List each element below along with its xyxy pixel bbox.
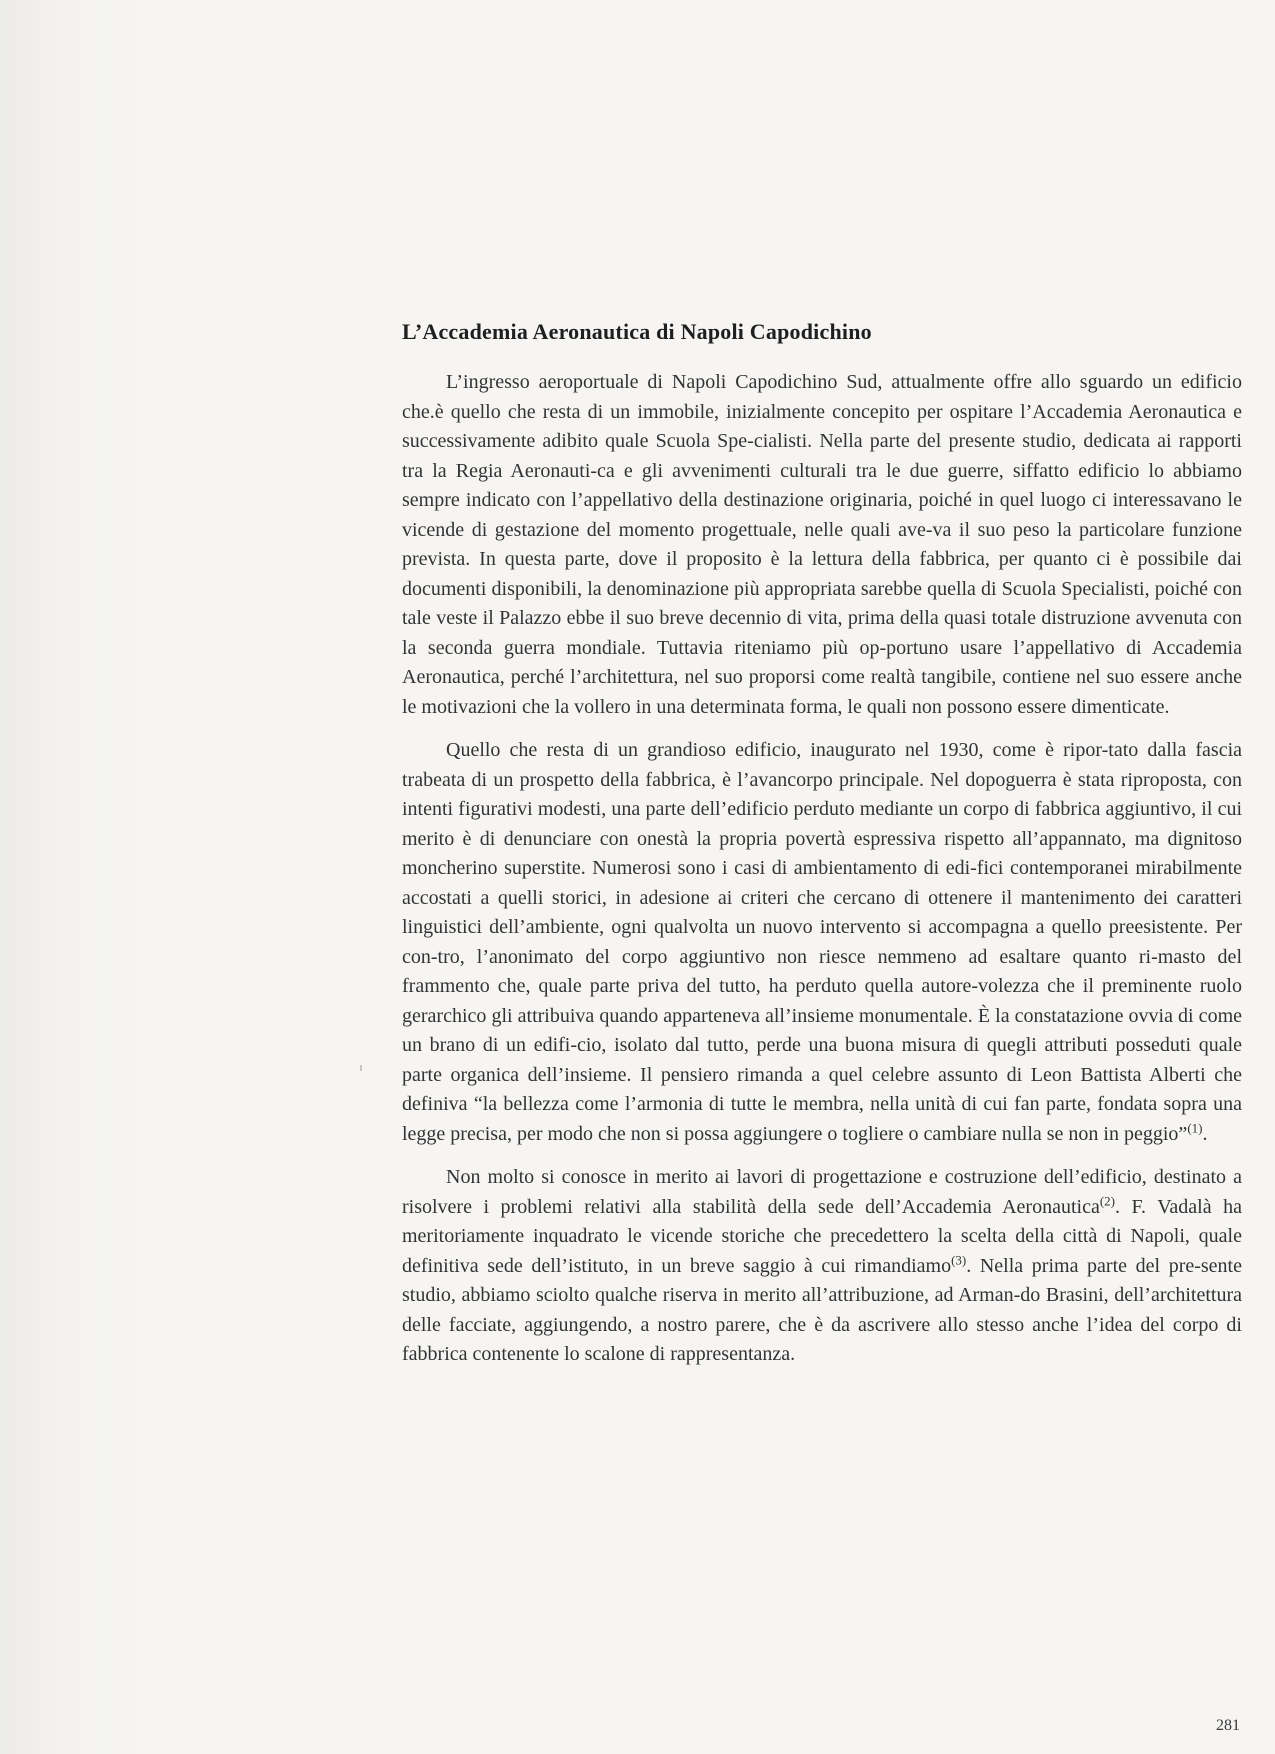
footnote-ref-1[interactable]: (1) bbox=[1187, 1119, 1203, 1135]
paragraph-3-text-a: Non molto si conosce in merito ai lavori di progettazione e costruzione dell’edificio, destinato a risolvere i problemi relativi alla stabilità della sede dell’Accademia Aeronautica bbox=[402, 1166, 1242, 1218]
paragraph-2 bbox=[402, 736, 1242, 1149]
footnote-ref-3[interactable]: (3) bbox=[951, 1251, 967, 1267]
paragraph-2-text: Quello che resta di un grandioso edificio, inaugurato nel 1930, come è ripor-tato dalla fascia trabeata di un prospetto della fabbrica, è l’avancorpo principale. Nel dopoguerra è stata riproposta, con intenti figurativi modesti, una parte dell’edificio perduto mediante un corpo di fabbrica aggiuntivo, il cui merito è di denunciare con onestà la propria povertà espressiva rispetto all’appannato, ma dignitoso moncherino superstite. Numerosi sono i casi di ambientamento di edi-fici contemporanei mirabilmente accostati a quelli storici, in adesione ai criteri che cercano di ottenere il mantenimento dei caratteri linguistici dell’ambiente, ogni qualvolta un nuovo intervento si accompagna a quello preesistente. Per con-tro, l’anonimato del corpo aggiuntivo non riesce nemmeno ad esaltare quanto ri-masto del frammento che, quale parte priva del tutto, ha perduto quella autore-volezza che il preminente ruolo gerarchico gli attribuiva quando apparteneva all’insieme monumentale. È la constatazione ovvia di come un brano di un edifi-cio, isolato dal tutto, perde una buona misura di quegli attributi posseduti quale parte organica dell’insieme. Il pensiero rimanda a quel celebre assunto di Leon Battista Alberti che definiva “la bellezza come l’armonia di tutte le membra, nella unità di cui fan parte, fondata sopra una legge precisa, per modo che non si possa aggiungere o togliere o cambiare nulla se non in peggio” bbox=[402, 739, 1242, 1145]
paragraph-1 bbox=[402, 368, 1242, 722]
page-number: 281 bbox=[1216, 1717, 1240, 1734]
paragraph-3-text-c: . Nella prima parte del pre-sente studio, abbiamo sciolto qualche riserva in merito all’attribuzione, ad Arman-do Brasini, dell’architettura delle facciate, aggiungendo, a nostro parere, che è da ascrivere allo stesso anche l’idea del corpo di fabbrica contenente lo scalone di rappresentanza. bbox=[402, 1254, 1242, 1365]
text-block bbox=[402, 318, 1242, 1384]
paragraph-2-tail: . bbox=[1202, 1122, 1208, 1145]
page-title: L’Accademia Aeronautica di Napoli Capodichino bbox=[402, 319, 872, 344]
footnote-ref-2[interactable]: (2) bbox=[1099, 1192, 1115, 1208]
scan-speck bbox=[360, 1065, 362, 1071]
paragraph-3-text-b: . F. Vadalà ha meritoriamente inquadrato le vicende storiche che precedettero la scelta della città di Napoli, quale definitiva sede dell’istituto, in un breve saggio à cui rimandiamo bbox=[402, 1195, 1242, 1277]
paragraph-3 bbox=[402, 1163, 1242, 1370]
paragraph-1-text: L’ingresso aeroportuale di Napoli Capodichino Sud, attualmente offre allo sguardo un edificio che.è quello che resta di un immobile, inizialmente concepito per ospitare l’Accademia Aeronautica e successivamente adibito quale Scuola Spe-cialisti. Nella parte del presente studio, dedicata ai rapporti tra la Regia Aeronauti-ca e gli avvenimenti culturali tra le due guerre, siffatto edificio lo abbiamo sempre indicato con l’appellativo della destinazione originaria, poiché in quel luogo ci interessavano le vicende di gestazione del momento progettuale, nelle quali ave-va il suo peso la particolare funzione prevista. In questa parte, dove il proposito è la lettura della fabbrica, per quanto ci è possibile dai documenti disponibili, la denominazione più appropriata sarebbe quella di Scuola Specialisti, poiché con tale veste il Palazzo ebbe il suo breve decennio di vita, prima della quasi totale distruzione avvenuta con la seconda guerra mondiale. Tuttavia riteniamo più op-portuno usare l’appellativo di Accademia Aeronautica, perché l’architettura, nel suo proporsi come realtà tangibile, contiene nel suo essere anche le motivazioni che la vollero in una determinata forma, le quali non possono essere dimenticate. bbox=[402, 371, 1242, 718]
